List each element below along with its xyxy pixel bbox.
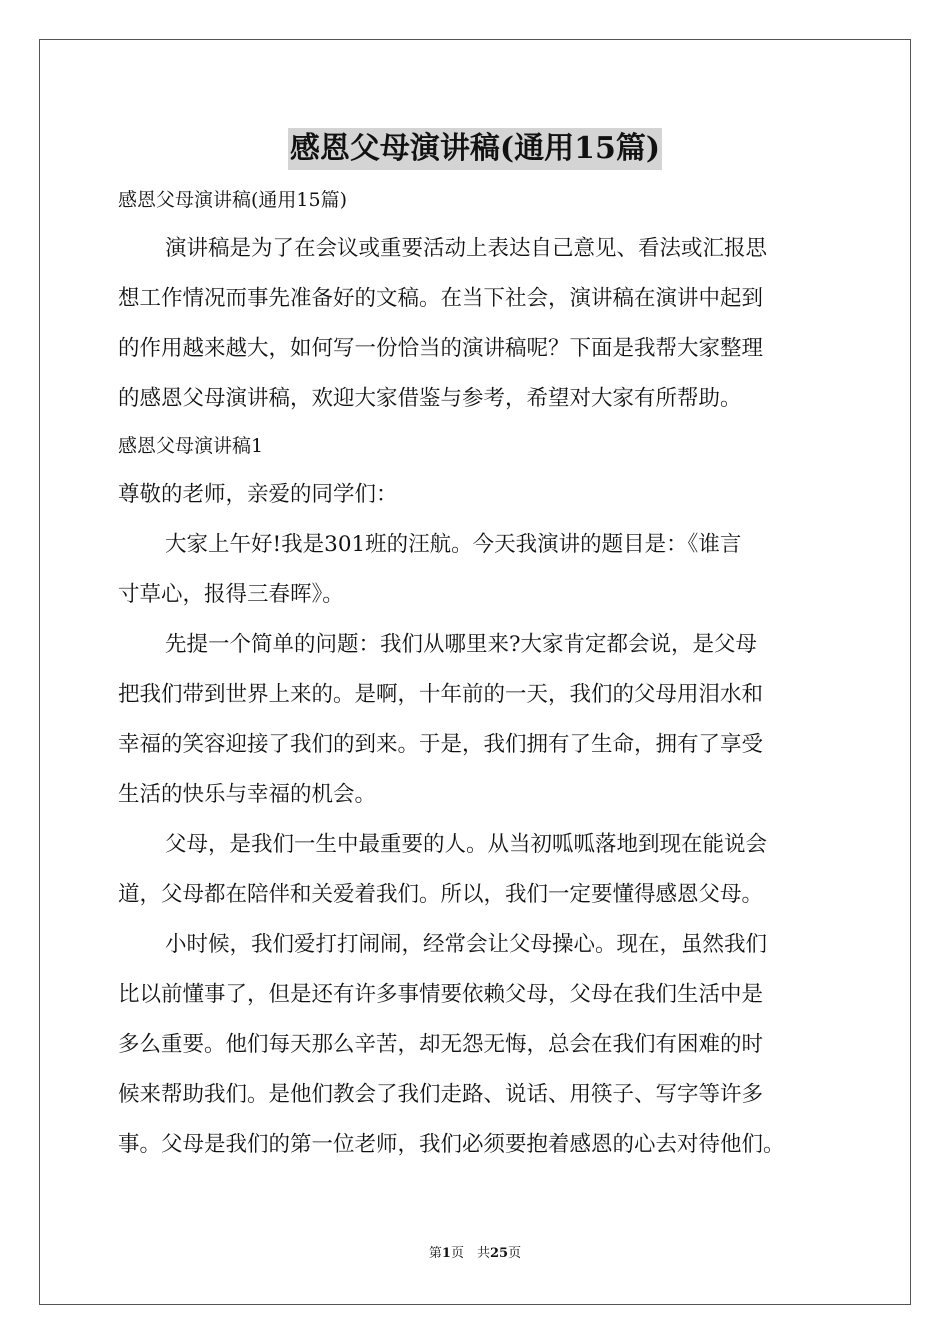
page-number-mid: 页 共 bbox=[450, 1246, 490, 1261]
salutation: 尊敬的老师，亲爱的同学们： bbox=[118, 482, 398, 507]
paragraph-4 bbox=[118, 920, 834, 1170]
paragraph-3 bbox=[118, 820, 834, 920]
paragraph-line: 比以前懂事了，但是还有许多事情要依赖父母，父母在我们生活中是 bbox=[118, 982, 764, 1007]
paragraph-line: 事。父母是我们的第一位老师，我们必须要抱着感恩的心去对待他们。 bbox=[118, 1132, 785, 1157]
paragraph-line: 多么重要。他们每天那么辛苦，却无怨无悔，总会在我们有困难的时 bbox=[118, 1032, 764, 1057]
paragraph-line: 演讲稿是为了在会议或重要活动上表达自己意见、看法或汇报思 bbox=[165, 236, 768, 261]
page-number-current: 1 bbox=[441, 1246, 451, 1261]
paragraph-line: 父母，是我们一生中最重要的人。从当初呱呱落地到现在能说会 bbox=[165, 832, 768, 857]
document-body bbox=[118, 182, 834, 1170]
paragraph-line: 把我们带到世界上来的。是啊，十年前的一天，我们的父母用泪水和 bbox=[118, 682, 764, 707]
intro-paragraph bbox=[118, 224, 834, 424]
page-footer bbox=[0, 1245, 950, 1263]
paragraph-line: 大家上午好!我是301班的汪航。今天我演讲的题目是：《谁言 bbox=[165, 532, 742, 557]
paragraph-line: 幸福的笑容迎接了我们的到来。于是，我们拥有了生命，拥有了享受 bbox=[118, 732, 764, 757]
paragraph-line: 想工作情况而事先准备好的文稿。在当下社会，演讲稿在演讲中起到 bbox=[118, 286, 764, 311]
page-number-suffix: 页 bbox=[508, 1246, 522, 1261]
paragraph-1 bbox=[118, 520, 834, 620]
paragraph-2 bbox=[118, 620, 834, 820]
paragraph-line: 生活的快乐与幸福的机会。 bbox=[118, 782, 377, 807]
paragraph-line: 道，父母都在陪伴和关爱着我们。所以，我们一定要懂得感恩父母。 bbox=[118, 882, 764, 907]
document-title: 感恩父母演讲稿(通用15篇) bbox=[288, 128, 662, 170]
paragraph-line: 寸草心，报得三春晖》。 bbox=[118, 582, 344, 607]
title-area bbox=[0, 128, 950, 170]
page-number-total: 25 bbox=[489, 1246, 509, 1261]
section-heading: 感恩父母演讲稿1 bbox=[118, 435, 264, 457]
paragraph-line: 小时候，我们爱打打闹闹，经常会让父母操心。现在，虽然我们 bbox=[165, 932, 768, 957]
document-subtitle: 感恩父母演讲稿(通用15篇) bbox=[118, 189, 348, 211]
page-number-prefix: 第 bbox=[428, 1246, 442, 1261]
paragraph-line: 的作用越来越大，如何写一份恰当的演讲稿呢？下面是我帮大家整理 bbox=[118, 336, 764, 361]
paragraph-line: 的感恩父母演讲稿，欢迎大家借鉴与参考，希望对大家有所帮助。 bbox=[118, 386, 742, 411]
paragraph-line: 候来帮助我们。是他们教会了我们走路、说话、用筷子、写字等许多 bbox=[118, 1082, 764, 1107]
paragraph-line: 先提一个简单的问题：我们从哪里来?大家肯定都会说，是父母 bbox=[165, 632, 758, 657]
